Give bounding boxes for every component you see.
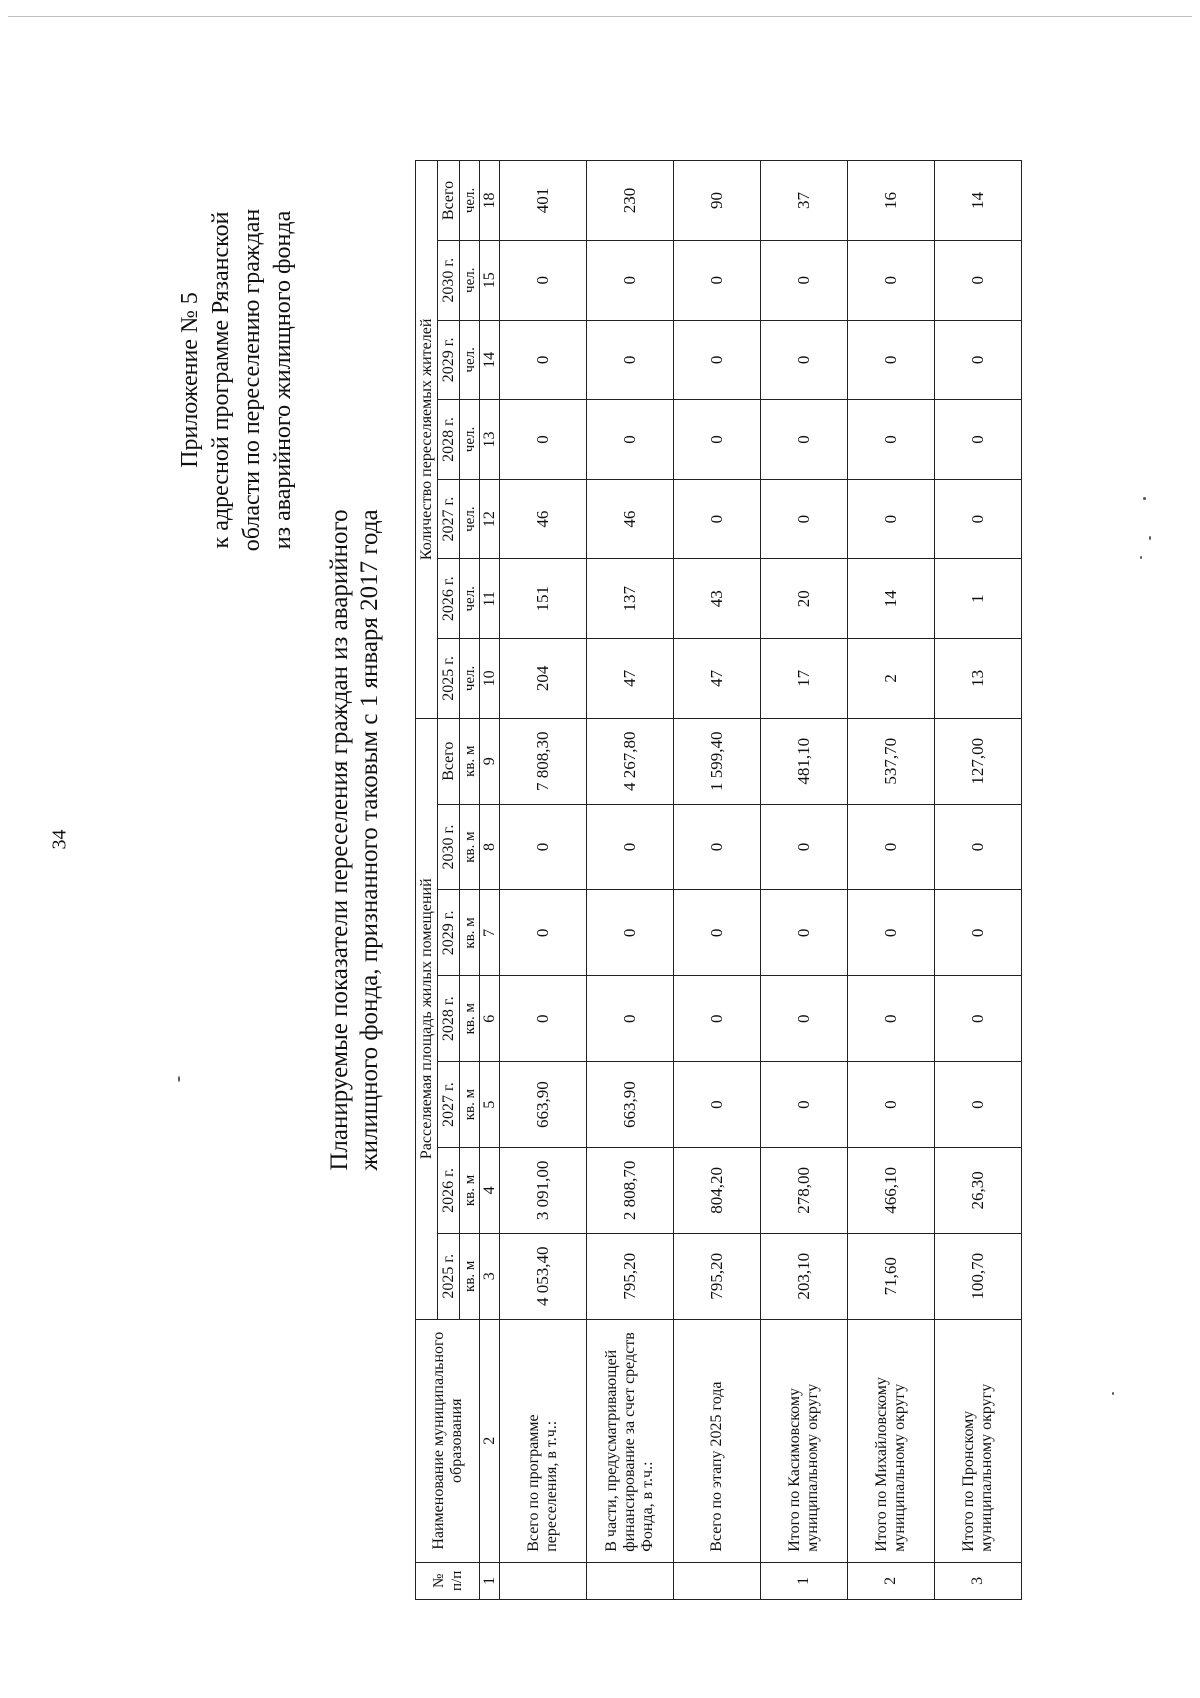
year-header: 2027 г. — [438, 479, 460, 559]
column-number: 12 — [480, 479, 500, 559]
total-header: Всего — [438, 718, 460, 804]
unit-cell: чел. — [460, 559, 480, 639]
area-value: 127,00 — [935, 718, 1022, 804]
column-number: 3 — [480, 1233, 500, 1319]
column-number: 14 — [480, 320, 500, 400]
people-value: 0 — [587, 320, 674, 400]
area-value: 537,70 — [848, 718, 935, 804]
area-value: 0 — [848, 804, 935, 890]
row-number: 3 — [935, 1562, 1022, 1599]
area-value: 0 — [587, 804, 674, 890]
people-value: 0 — [761, 479, 848, 559]
unit-cell: кв. м — [460, 1233, 480, 1319]
people-value: 0 — [848, 479, 935, 559]
appendix-line: области по переселению граждан — [239, 208, 265, 552]
area-value: 100,70 — [935, 1233, 1022, 1319]
title-line: жилищного фонда, признанного таковым с 1 января 2017 года — [356, 509, 383, 1171]
table-row — [587, 161, 674, 1600]
year-header: 2028 г. — [438, 976, 460, 1062]
appendix-line: Приложение № 5 — [177, 292, 203, 468]
people-value: 0 — [848, 320, 935, 400]
area-value: 795,20 — [674, 1233, 761, 1319]
area-value: 0 — [674, 804, 761, 890]
row-number: 2 — [848, 1562, 935, 1599]
area-value: 0 — [935, 1062, 1022, 1148]
people-value: 401 — [500, 161, 587, 241]
unit-cell: чел. — [460, 320, 480, 400]
area-value: 71,60 — [848, 1233, 935, 1319]
area-value: 0 — [935, 890, 1022, 976]
people-value: 46 — [500, 479, 587, 559]
area-value: 4 267,80 — [587, 718, 674, 804]
people-value: 151 — [500, 559, 587, 639]
area-value: 663,90 — [587, 1062, 674, 1148]
column-number: 1 — [480, 1562, 500, 1599]
people-value: 0 — [674, 320, 761, 400]
scan-border-line — [8, 16, 1192, 17]
area-value: 0 — [500, 804, 587, 890]
people-value: 13 — [935, 639, 1022, 719]
column-number: 13 — [480, 400, 500, 480]
unit-cell: кв. м — [460, 718, 480, 804]
people-value: 37 — [761, 161, 848, 241]
year-header: 2029 г. — [438, 890, 460, 976]
area-value: 0 — [674, 976, 761, 1062]
people-value: 0 — [674, 479, 761, 559]
people-value: 0 — [761, 400, 848, 480]
area-value: 3 091,00 — [500, 1148, 587, 1234]
year-header: 2025 г. — [438, 1233, 460, 1319]
area-value: 203,10 — [761, 1233, 848, 1319]
year-header: 2026 г. — [438, 1148, 460, 1234]
people-value: 0 — [587, 400, 674, 480]
municipality-name: Итого по Касимовскому муниципальному округу — [761, 1319, 848, 1562]
year-header: 2027 г. — [438, 1062, 460, 1148]
title-line: Планируемые показатели переселения граждан из аварийного — [326, 509, 353, 1171]
table-row — [935, 161, 1022, 1600]
area-value: 278,00 — [761, 1148, 848, 1234]
people-value: 0 — [500, 240, 587, 320]
rotated-page-content — [170, 90, 1030, 1620]
area-value: 0 — [587, 890, 674, 976]
area-value: 804,20 — [674, 1148, 761, 1234]
column-number: 9 — [480, 718, 500, 804]
unit-cell: кв. м — [460, 1148, 480, 1234]
area-value: 0 — [848, 976, 935, 1062]
unit-cell: чел. — [460, 161, 480, 241]
people-value: 43 — [674, 559, 761, 639]
people-value: 0 — [500, 400, 587, 480]
column-number: 10 — [480, 639, 500, 719]
area-value: 0 — [500, 976, 587, 1062]
area-value: 795,20 — [587, 1233, 674, 1319]
municipality-name: Итого по Михайловскому муниципальному округу — [848, 1319, 935, 1562]
row-number — [674, 1562, 761, 1599]
people-value: 0 — [935, 479, 1022, 559]
year-header: 2026 г. — [438, 559, 460, 639]
page-number: 34 — [48, 829, 71, 850]
area-value: 0 — [587, 976, 674, 1062]
column-number: 7 — [480, 890, 500, 976]
header-group-area: Расселяемая площадь жилых помещений — [416, 718, 438, 1319]
column-number: 8 — [480, 804, 500, 890]
area-value: 0 — [500, 890, 587, 976]
unit-cell: чел. — [460, 639, 480, 719]
area-value: 481,10 — [761, 718, 848, 804]
year-header: 2025 г. — [438, 639, 460, 719]
people-value: 47 — [674, 639, 761, 719]
people-value: 17 — [761, 639, 848, 719]
area-value: 0 — [935, 976, 1022, 1062]
year-header: 2029 г. — [438, 320, 460, 400]
people-value: 0 — [935, 400, 1022, 480]
unit-cell: кв. м — [460, 804, 480, 890]
column-number: 15 — [480, 240, 500, 320]
people-value: 14 — [848, 559, 935, 639]
document-title — [325, 190, 385, 1490]
area-value: 0 — [848, 890, 935, 976]
municipality-name: Итого по Пронскому муниципальному округу — [935, 1319, 1022, 1562]
people-value: 0 — [761, 240, 848, 320]
table-row — [848, 161, 935, 1600]
area-value: 0 — [761, 804, 848, 890]
table-row — [674, 161, 761, 1600]
people-value: 0 — [674, 400, 761, 480]
unit-cell: кв. м — [460, 976, 480, 1062]
resettlement-table — [415, 160, 1022, 1600]
people-value: 0 — [848, 400, 935, 480]
scan-speck — [1112, 1392, 1114, 1395]
column-number: 11 — [480, 559, 500, 639]
area-value: 466,10 — [848, 1148, 935, 1234]
header-number: № п/п — [416, 1562, 480, 1599]
area-value: 0 — [935, 804, 1022, 890]
scan-speck — [1149, 536, 1151, 540]
scan-speck — [1143, 497, 1146, 500]
year-header: 2028 г. — [438, 400, 460, 480]
column-number: 6 — [480, 976, 500, 1062]
people-value: 16 — [848, 161, 935, 241]
people-value: 2 — [848, 639, 935, 719]
table-row — [761, 161, 848, 1600]
people-value: 0 — [500, 320, 587, 400]
area-value: 663,90 — [500, 1062, 587, 1148]
column-number: 18 — [480, 161, 500, 241]
year-header: 2030 г. — [438, 804, 460, 890]
header-municipality-name: Наименование муниципального образования — [416, 1319, 480, 1562]
people-value: 0 — [935, 320, 1022, 400]
unit-cell: чел. — [460, 240, 480, 320]
table-row — [500, 161, 587, 1600]
total-header: Всего — [438, 161, 460, 241]
appendix-line: к адресной программе Рязанской — [208, 211, 234, 549]
people-value: 0 — [587, 240, 674, 320]
column-number: 4 — [480, 1148, 500, 1234]
area-value: 0 — [674, 1062, 761, 1148]
unit-cell: кв. м — [460, 890, 480, 976]
people-value: 1 — [935, 559, 1022, 639]
area-value: 26,30 — [935, 1148, 1022, 1234]
people-value: 47 — [587, 639, 674, 719]
people-value: 0 — [761, 320, 848, 400]
appendix-header — [175, 120, 299, 640]
appendix-line: из аварийного жилищного фонда — [270, 210, 296, 550]
row-number — [587, 1562, 674, 1599]
area-value: 7 808,30 — [500, 718, 587, 804]
municipality-name: Всего по программе переселения, в т.ч.: — [500, 1319, 587, 1562]
row-number: 1 — [761, 1562, 848, 1599]
area-value: 2 808,70 — [587, 1148, 674, 1234]
municipality-name: Всего по этапу 2025 года — [674, 1319, 761, 1562]
people-value: 0 — [848, 240, 935, 320]
area-value: 0 — [761, 976, 848, 1062]
header-group-people: Количество переселяемых жителей — [416, 161, 438, 719]
unit-cell: кв. м — [460, 1062, 480, 1148]
people-value: 204 — [500, 639, 587, 719]
unit-cell: чел. — [460, 479, 480, 559]
area-value: 1 599,40 — [674, 718, 761, 804]
column-number: 5 — [480, 1062, 500, 1148]
people-value: 46 — [587, 479, 674, 559]
people-value: 0 — [935, 240, 1022, 320]
people-value: 20 — [761, 559, 848, 639]
column-number: 2 — [480, 1319, 500, 1562]
municipality-name: В части, предусматривающей финансирование за счет средств Фонда, в т.ч.: — [587, 1319, 674, 1562]
table-body — [500, 161, 1022, 1600]
people-value: 230 — [587, 161, 674, 241]
area-value: 0 — [761, 1062, 848, 1148]
people-value: 14 — [935, 161, 1022, 241]
people-value: 0 — [674, 240, 761, 320]
year-header: 2030 г. — [438, 240, 460, 320]
unit-cell: чел. — [460, 400, 480, 480]
people-value: 90 — [674, 161, 761, 241]
area-value: 0 — [761, 890, 848, 976]
row-number — [500, 1562, 587, 1599]
area-value: 4 053,40 — [500, 1233, 587, 1319]
area-value: 0 — [674, 890, 761, 976]
scan-speck — [1140, 556, 1142, 559]
area-value: 0 — [848, 1062, 935, 1148]
people-value: 137 — [587, 559, 674, 639]
